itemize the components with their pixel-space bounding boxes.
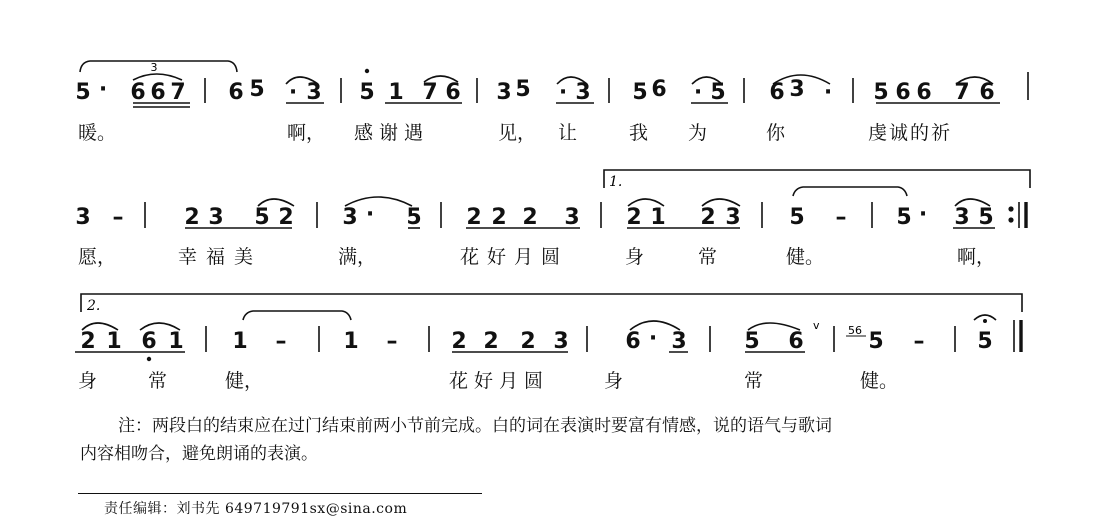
- note: 6: [769, 80, 785, 105]
- note: 6: [979, 80, 995, 105]
- note: ·: [288, 80, 298, 105]
- note: 1: [168, 329, 184, 354]
- lyric: 常: [698, 246, 718, 268]
- note: 2: [522, 205, 538, 230]
- note: 5: [868, 329, 884, 354]
- lyric: 身: [625, 246, 645, 268]
- note: 3: [671, 329, 687, 354]
- lyric: 愿，: [78, 246, 117, 268]
- annotation-line-1: 注：两段白的结束应在过门结束前两小节前完成。白的词在表演时要富有情感，说的语气与歌词: [118, 416, 832, 436]
- note-dash: –: [386, 329, 398, 354]
- lyric: 你: [766, 122, 786, 144]
- note: 7: [170, 80, 186, 105]
- note: 2: [700, 205, 716, 230]
- note-dash: –: [275, 329, 287, 354]
- note: ·: [558, 80, 568, 105]
- grace-notes: 56: [848, 324, 862, 337]
- note: 6: [150, 80, 166, 105]
- note: 2: [626, 205, 642, 230]
- lyric: 常: [744, 370, 764, 392]
- lyric: 健。: [860, 370, 899, 392]
- note: 5: [744, 329, 760, 354]
- note: ·: [693, 80, 703, 105]
- note: 2: [278, 205, 294, 230]
- lyric: 花好月圆: [449, 370, 550, 392]
- note: 3: [75, 205, 91, 230]
- lyric: 幸福美: [178, 246, 263, 268]
- note: 3: [553, 329, 569, 354]
- note: 5: [896, 205, 912, 230]
- note: 3: [954, 205, 970, 230]
- note: 5: [710, 80, 726, 105]
- note: 5: [873, 80, 889, 105]
- lyric: 常: [148, 370, 168, 392]
- lyric: 为: [688, 122, 708, 144]
- triplet-mark: 3: [150, 61, 158, 74]
- note: 3: [306, 80, 322, 105]
- note: 1: [388, 80, 404, 105]
- lyric: 虔诚的祈: [868, 122, 953, 144]
- note: 6: [916, 80, 932, 105]
- note: 5: [632, 80, 648, 105]
- note: 2: [80, 329, 96, 354]
- note: 2: [451, 329, 467, 354]
- note: 5: [75, 80, 91, 105]
- note: 2: [520, 329, 536, 354]
- volta-2-label: 2.: [87, 298, 101, 314]
- note: 7: [954, 80, 970, 105]
- note: 5: [359, 80, 375, 105]
- annotation-line-2: 内容相吻合，避免朗诵的表演。: [80, 444, 318, 464]
- note: 5: [406, 205, 422, 230]
- editor-credit: 责任编辑：刘书先 649719791sx@sina.com: [104, 501, 408, 517]
- note: 5: [789, 205, 805, 230]
- note: 6: [130, 80, 146, 105]
- note: 5: [978, 205, 994, 230]
- lyric: 花好月圆: [460, 246, 569, 268]
- note: 6: [228, 80, 244, 105]
- note-dot: 3: [789, 77, 805, 102]
- lyric: 满，: [338, 246, 377, 268]
- note: 6: [788, 329, 804, 354]
- note: 2: [466, 205, 482, 230]
- note-dash: –: [913, 329, 925, 354]
- lyric: 让: [558, 122, 578, 144]
- lyric: 感谢遇: [354, 122, 430, 144]
- note: ·: [823, 80, 833, 105]
- footer-divider: [78, 493, 482, 494]
- lyric: 见，: [498, 122, 537, 144]
- note: 6: [895, 80, 911, 105]
- note: 1: [650, 205, 666, 230]
- note: 1: [106, 329, 122, 354]
- note-dot: ·: [365, 202, 375, 227]
- note-dot: ·: [648, 326, 658, 351]
- note-dot: 5: [249, 77, 265, 102]
- note: 2: [184, 205, 200, 230]
- note-dot: ·: [918, 202, 928, 227]
- note: 2: [491, 205, 507, 230]
- note: 7: [422, 80, 438, 105]
- lyric: 健，: [225, 370, 264, 392]
- note: 5: [254, 205, 270, 230]
- note: 1: [343, 329, 359, 354]
- note: 3: [496, 80, 512, 105]
- note: 3: [575, 80, 591, 105]
- note-dash: –: [112, 205, 124, 230]
- note: 6: [141, 329, 157, 354]
- lyric: 暖。: [78, 122, 117, 144]
- note: 1: [232, 329, 248, 354]
- lyric: 啊，: [287, 122, 326, 144]
- note: 3: [208, 205, 224, 230]
- note: 3: [725, 205, 741, 230]
- note-dot: ·: [98, 77, 108, 102]
- note: 2: [483, 329, 499, 354]
- breath-mark: v: [813, 319, 820, 332]
- note-dot: 5: [515, 77, 531, 102]
- lyric: 啊，: [957, 246, 996, 268]
- note: 3: [342, 205, 358, 230]
- note: 3: [564, 205, 580, 230]
- lyric: 身: [604, 370, 624, 392]
- note-dash: –: [835, 205, 847, 230]
- lyric: 身: [78, 370, 98, 392]
- volta-1-label: 1.: [609, 174, 623, 190]
- lyric: 我: [629, 122, 649, 144]
- note: 6: [625, 329, 641, 354]
- note: 6: [445, 80, 461, 105]
- note-dot: 6: [651, 77, 667, 102]
- lyric: 健。: [786, 246, 825, 268]
- note: 5: [977, 329, 993, 354]
